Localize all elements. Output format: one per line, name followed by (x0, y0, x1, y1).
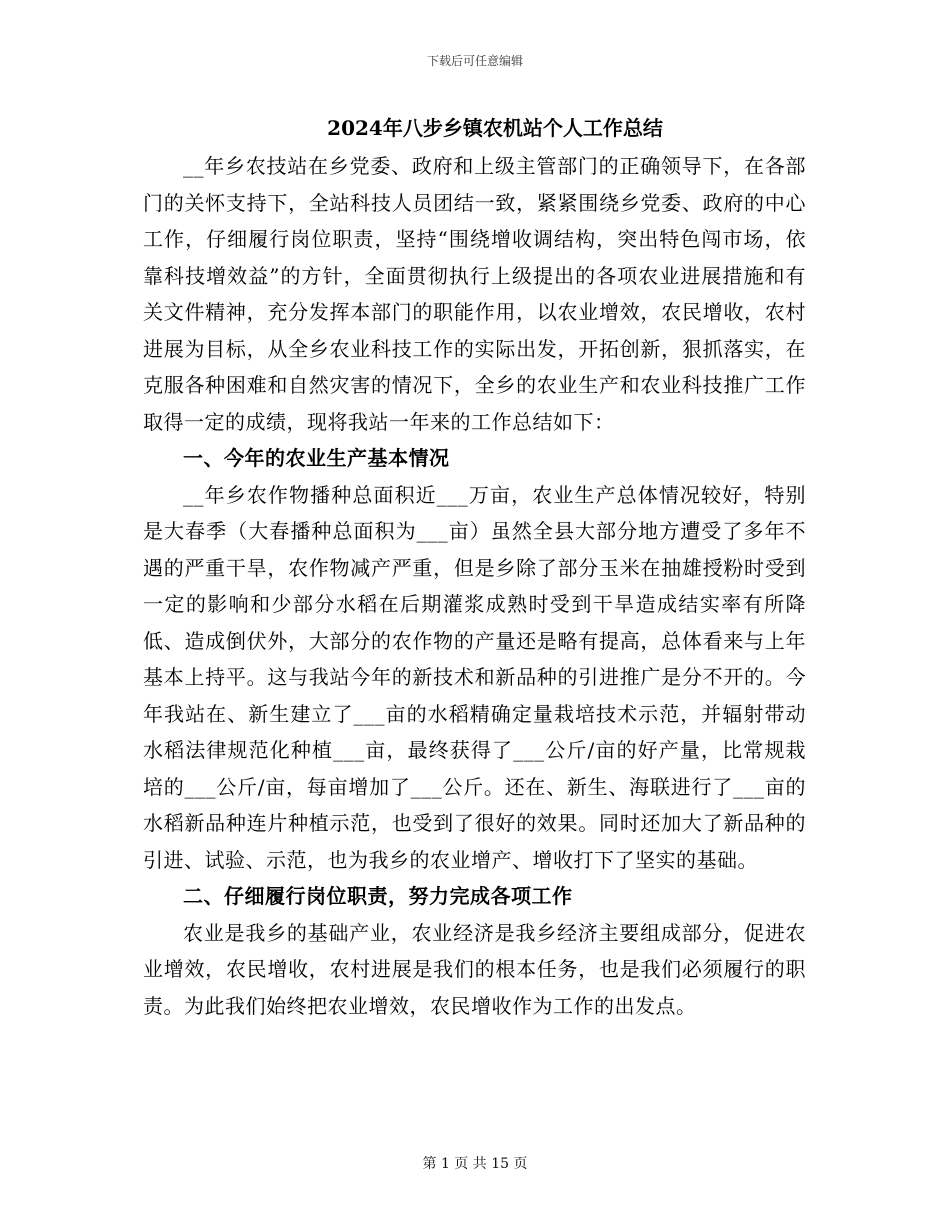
intro-paragraph: __年乡农技站在乡党委、政府和上级主管部门的正确领导下，在各部门的关怀支持下，全站科技人员团结一致，紧紧围绕乡党委、政府的中心工作，仔细履行岗位职责，坚持“围绕增收调结构，突出特色闯市场，依靠科技增效益”的方针，全面贯彻执行上级提出的各项农业进展措施和有关文件精神，充分发挥本部门的职能作用，以农业增效，农民增收，农村进展为目标，从全乡农业科技工作的实际出发，开拓创新，狠抓落实，在克服各种困难和自然灾害的情况下，全乡的农业生产和农业科技推广工作取得一定的成绩，现将我站一年来的工作总结如下： (143, 154, 806, 434)
section-1-heading: 一、今年的农业生产基本情况 (183, 446, 450, 470)
document-title: 2024年八步乡镇农机站个人工作总结 (327, 116, 663, 140)
page-header-note: 下载后可任意编辑 (426, 54, 523, 68)
document-body (143, 148, 806, 1024)
section-2-paragraph: 农业是我乡的基础产业，农业经济是我乡经济主要组成部分，促进农业增效，农民增收，农村进展是我们的根本任务，也是我们必须履行的职责。为此我们始终把农业增效，农民增收作为工作的出发点。 (143, 920, 806, 1018)
section-2-heading: 二、仔细履行岗位职责，努力完成各项工作 (183, 884, 573, 908)
page-number-footer: 第 1 页 共 15 页 (422, 1156, 528, 1172)
section-1-paragraph: __年乡农作物播种总面积近___万亩，农业生产总体情况较好，特别是大春季（大春播种总面积为___亩）虽然全县大部分地方遭受了多年不遇的严重干旱，农作物减产严重，但是乡除了部分玉米在抽雄授粉时受到一定的影响和少部分水稻在后期灌浆成熟时受到干旱造成结实率有所降低、造成倒伏外，大部分的农作物的产量还是略有提高，总体看来与上年基本上持平。这与我站今年的新技术和新品种的引进推广是分不开的。今年我站在、新生建立了___亩的水稻精确定量栽培技术示范，并辐射带动水稻法律规范化种植___亩，最终获得了___公斤/亩的好产量，比常规栽培的___公斤/亩，每亩增加了___公斤。还在、新生、海联进行了___亩的水稻新品种连片种植示范，也受到了很好的效果。同时还加大了新品种的引进、试验、示范，也为我乡的农业增产、增收打下了坚实的基础。 (143, 482, 806, 872)
